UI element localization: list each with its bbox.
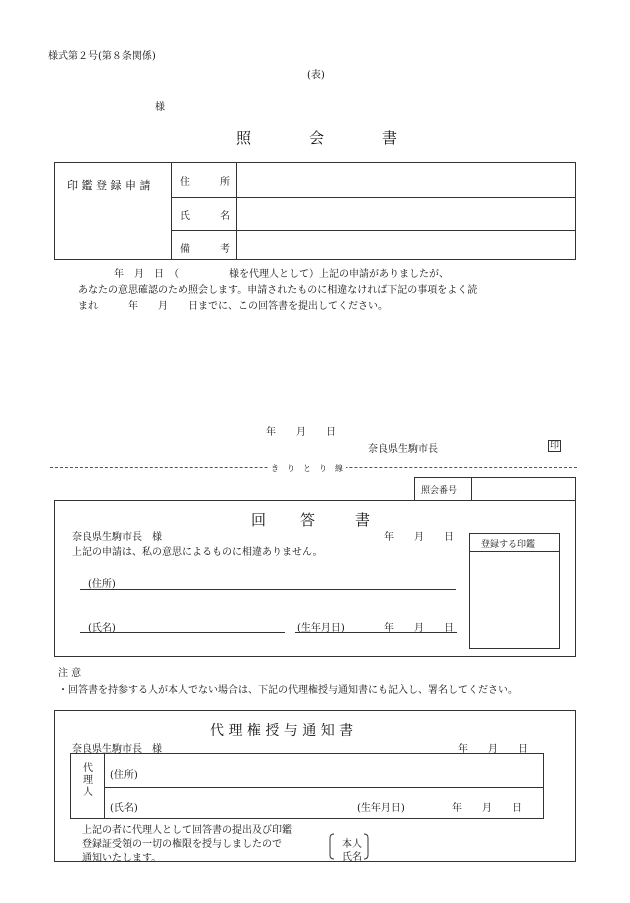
reply-title-char-2: 答 <box>300 511 316 529</box>
inquiry-paragraph-line-3: まれ 年 月 日までに、この回答書を提出してください。 <box>78 301 388 312</box>
registered-seal-label: 登録する印鑑 <box>481 540 536 550</box>
reply-date: 年 月 日 <box>384 532 454 543</box>
address-key-2: 所 <box>220 177 230 188</box>
name-key-1: 氏 <box>180 211 190 222</box>
inquiry-title-char-2: 会 <box>309 129 325 147</box>
delegation-text-line-3: 通知いたします。 <box>82 853 162 864</box>
delegation-date: 年 月 日 <box>458 744 528 755</box>
inquiry-title-char-3: 書 <box>382 129 398 147</box>
delegation-addressee: 奈良県生駒市長 様 <box>72 744 162 755</box>
delegation-text-line-1: 上記の者に代理人として回答書の提出及び印鑑 <box>82 825 292 836</box>
reference-number-label: 照会番号 <box>421 486 458 496</box>
reply-address-field[interactable] <box>125 572 455 588</box>
reply-birth-date: 年 月 日 <box>384 623 454 634</box>
agent-birth-label: (生年月日) <box>357 803 405 814</box>
official-seal-mark: 印 <box>550 441 560 451</box>
reply-address-label: (住所) <box>88 579 116 590</box>
notes-item: ・回答書を持参する人が本人でない場合は、下記の代理権授与通知書にも記入し、署名してください。 <box>58 685 518 696</box>
inquiry-title-char-1: 照 <box>236 129 252 147</box>
inquiry-paragraph-line-2: あなたの意思確認のため照会します。申請されたものに相違なければ下記の事項をよく読 <box>78 285 478 296</box>
reference-number-field[interactable] <box>472 478 575 500</box>
address-field[interactable] <box>237 163 575 196</box>
name-key-2: 名 <box>220 211 230 222</box>
reply-addressee: 奈良県生駒市長 様 <box>72 532 162 543</box>
addressee-suffix: 様 <box>155 102 165 113</box>
agent-label-char-2: 理 <box>83 775 93 786</box>
inquiry-date: 年 月 日 <box>266 427 336 438</box>
inquiry-paragraph-line-1: 年 月 日 （ 様を代理人として）上記の申請がありましたが、 <box>114 269 449 280</box>
agent-birth-date: 年 月 日 <box>452 803 522 814</box>
principal-label: 本人 <box>342 839 362 850</box>
cut-line-label: き り と り 線 <box>268 463 346 474</box>
reply-birth-label: (生年月日) <box>297 623 345 634</box>
form-number: 様式第２号(第８条関係) <box>48 51 156 62</box>
remarks-field[interactable] <box>237 231 575 259</box>
name-field[interactable] <box>237 198 575 229</box>
agent-label-char-3: 人 <box>83 787 93 798</box>
reply-title-char-1: 回 <box>251 511 267 529</box>
agent-address-label: (住所) <box>110 770 138 781</box>
principal-name-label: 氏名 <box>342 852 362 863</box>
agent-name-label: (氏名) <box>110 803 138 814</box>
reply-name-label: (氏名) <box>88 623 116 634</box>
delegation-text-line-2: 登録証受領の一切の権限を授与しましたので <box>82 839 282 850</box>
application-label: 印 鑑 登 録 申 請 <box>67 179 151 192</box>
reply-title-char-3: 書 <box>355 511 371 529</box>
agent-label-char-1: 代 <box>83 763 93 774</box>
issuer-name: 奈良県生駒市長 <box>368 444 438 455</box>
remarks-key-1: 備 <box>180 244 190 255</box>
reply-statement: 上記の申請は、私の意思によるものに相違ありません。 <box>72 547 323 558</box>
principal-signature-field[interactable] <box>372 835 542 859</box>
agent-address-field[interactable] <box>145 756 543 786</box>
delegation-title: 代 理 権 授 与 通 知 書 <box>210 723 354 739</box>
notes-heading: 注 意 <box>58 668 82 679</box>
remarks-key-2: 考 <box>220 244 230 255</box>
agent-name-field[interactable] <box>145 789 350 818</box>
side-label: (表) <box>307 70 325 81</box>
reply-name-field[interactable] <box>125 616 283 631</box>
address-key-1: 住 <box>180 177 190 188</box>
